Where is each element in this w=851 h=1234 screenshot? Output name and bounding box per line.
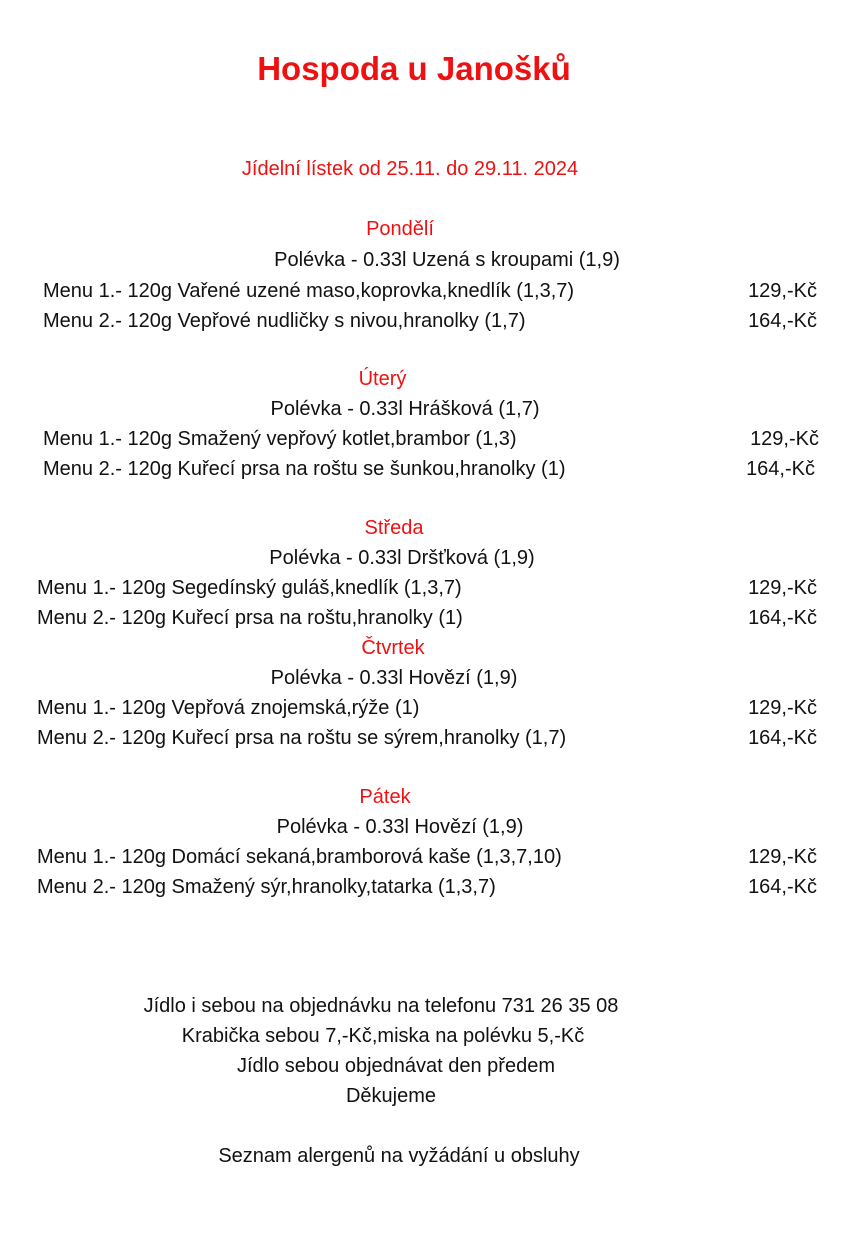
day-heading-tuesday: Úterý <box>358 368 407 390</box>
soup-line: Polévka - 0.33l Hovězí (1,9) <box>276 816 524 838</box>
menu-item: Menu 1.- 120g Domácí sekaná,bramborová kaše (1,3,7,10) <box>37 846 562 868</box>
soup-line: Polévka - 0.33l Hrášková (1,7) <box>270 398 540 420</box>
menu-price: 164,-Kč <box>746 458 815 480</box>
soup-line: Polévka - 0.33l Dršťková (1,9) <box>269 547 535 569</box>
menu-price: 129,-Kč <box>748 577 817 599</box>
menu-item: Menu 1.- 120g Smažený vepřový kotlet,brambor (1,3) <box>43 428 517 450</box>
menu-price: 129,-Kč <box>748 697 817 719</box>
thank-you-note: Děkujeme <box>345 1085 437 1107</box>
takeaway-phone-note: Jídlo i sebou na objednávku na telefonu 731 26 35 08 <box>143 995 619 1017</box>
menu-item: Menu 1.- 120g Vepřová znojemská,rýže (1) <box>37 697 420 719</box>
menu-item: Menu 2.- 120g Smažený sýr,hranolky,tatarka (1,3,7) <box>37 876 496 898</box>
menu-price: 129,-Kč <box>748 280 817 302</box>
menu-item: Menu 2.- 120g Kuřecí prsa na roštu se šunkou,hranolky (1) <box>43 458 566 480</box>
day-heading-friday: Pátek <box>359 786 411 808</box>
menu-item: Menu 2.- 120g Vepřové nudličky s nivou,hranolky (1,7) <box>43 310 526 332</box>
menu-item: Menu 1.- 120g Segedínský guláš,knedlík (1,3,7) <box>37 577 462 599</box>
menu-item: Menu 2.- 120g Kuřecí prsa na roštu se sýrem,hranolky (1,7) <box>37 727 567 749</box>
menu-price: 164,-Kč <box>748 876 817 898</box>
menu-price: 164,-Kč <box>748 310 817 332</box>
menu-price: 129,-Kč <box>748 846 817 868</box>
day-heading-monday: Pondělí <box>366 218 434 240</box>
day-heading-wednesday: Středa <box>364 517 424 539</box>
order-ahead-note: Jídlo sebou objednávat den předem <box>236 1055 555 1077</box>
packaging-price-note: Krabička sebou 7,-Kč,miska na polévku 5,-Kč <box>181 1025 585 1047</box>
soup-line: Polévka - 0.33l Uzená s kroupami (1,9) <box>274 249 620 271</box>
soup-line: Polévka - 0.33l Hovězí (1,9) <box>270 667 518 689</box>
page-title: Hospoda u Janošků <box>257 50 571 87</box>
menu-price: 129,-Kč <box>750 428 819 450</box>
menu-item: Menu 1.- 120g Vařené uzené maso,koprovka,knedlík (1,3,7) <box>43 280 575 302</box>
allergen-note: Seznam alergenů na vyžádání u obsluhy <box>218 1145 580 1167</box>
menu-date-range: Jídelní lístek od 25.11. do 29.11. 2024 <box>241 158 579 180</box>
menu-price: 164,-Kč <box>748 727 817 749</box>
menu-item: Menu 2.- 120g Kuřecí prsa na roštu,hranolky (1) <box>37 607 463 629</box>
day-heading-thursday: Čtvrtek <box>361 637 425 659</box>
menu-price: 164,-Kč <box>748 607 817 629</box>
